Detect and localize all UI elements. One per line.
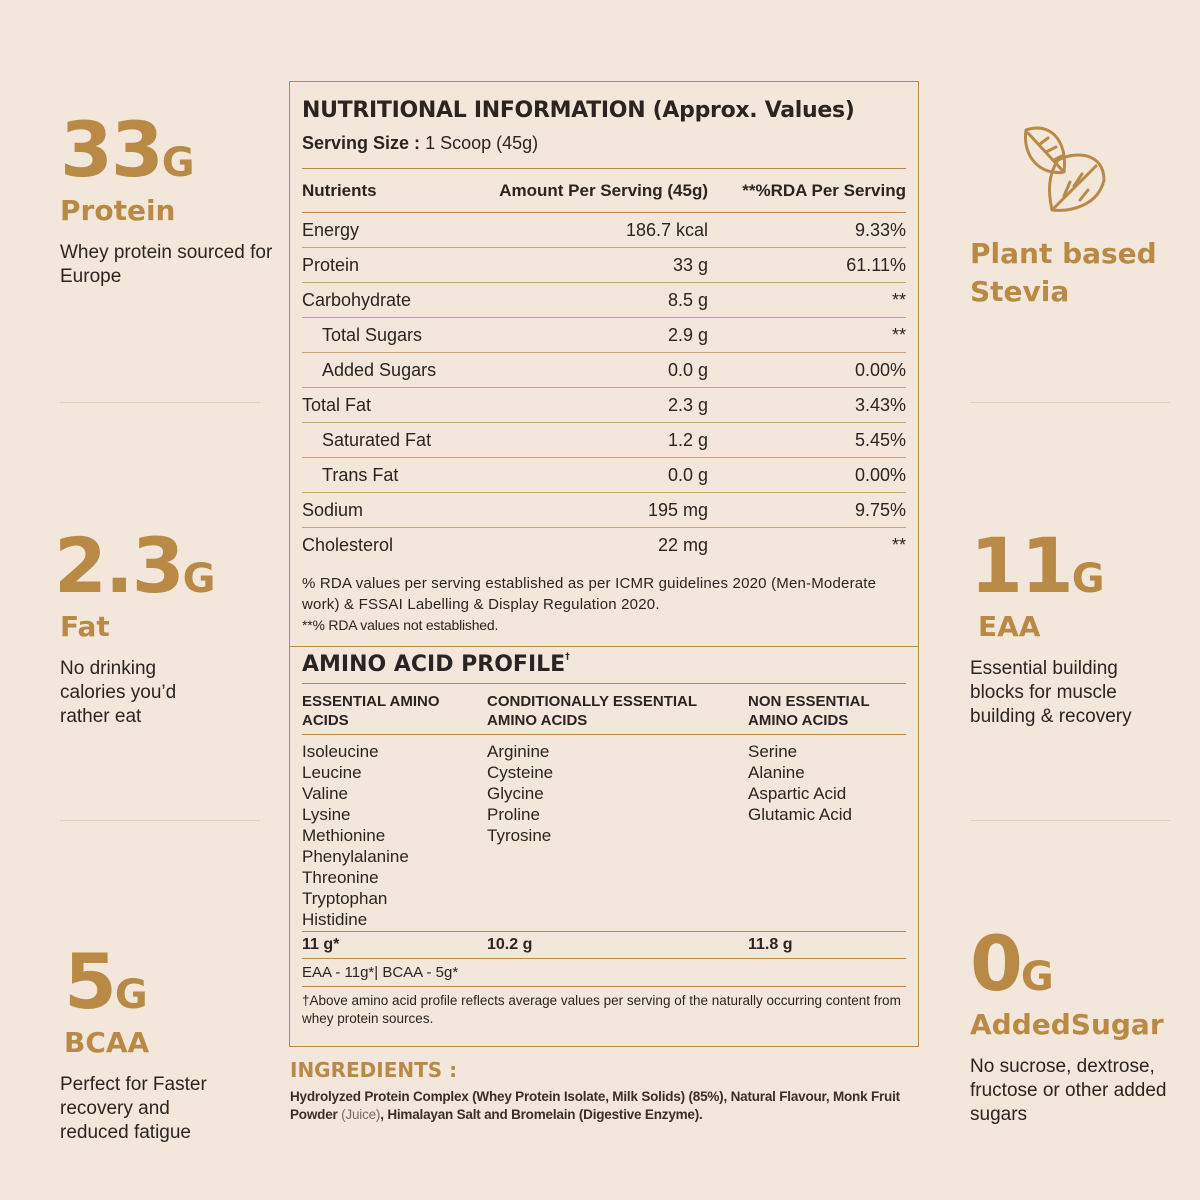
nutrient-name: Saturated Fat	[322, 429, 432, 450]
table-row	[302, 318, 906, 353]
divider	[60, 402, 260, 403]
list-item: Cysteine	[487, 763, 554, 782]
nutrient-name: Cholesterol	[302, 535, 394, 555]
list-item: Serine	[748, 742, 798, 761]
stat-description: No drinking calories you’d rather eat	[60, 658, 177, 727]
nutrient-rda: **	[891, 535, 906, 555]
ingredients-section	[290, 1058, 920, 1124]
stat-bcaa	[60, 937, 284, 1145]
stat-eaa	[970, 521, 1190, 729]
stat-label: EAA	[978, 610, 1041, 643]
list-item: Aspartic Acid	[748, 784, 847, 803]
stat-value: 2.3G	[54, 521, 216, 610]
stat-description: Whey protein sourced for Europe	[60, 242, 273, 287]
table-row	[302, 353, 906, 388]
list-item: Alanine	[748, 763, 805, 782]
rda-note: % RDA values per serving established as per ICMR guidelines 2020 (Men-Moderate work) & FSSAI Labelling & Display Regulation 2020.	[302, 575, 877, 613]
nutrition-header-row: Nutrients Amount Per Serving (45g) **%RDA Per Serving	[302, 169, 906, 213]
nutrient-name: Sodium	[302, 499, 364, 520]
nutrient-rda: 3.43%	[854, 394, 906, 415]
list-item: Tryptophan	[302, 889, 388, 908]
table-row	[302, 528, 906, 563]
nutrition-title: NUTRITIONAL INFORMATION (Approx. Values)	[302, 98, 855, 123]
rda-note-secondary: **% RDA values not established.	[302, 617, 499, 633]
nutrient-rda: 9.33%	[854, 219, 906, 240]
stat-value: 11G	[970, 521, 1105, 610]
table-row	[302, 423, 906, 458]
stat-label: AddedSugar	[970, 1008, 1164, 1041]
table-row	[302, 388, 906, 423]
list-item: Phenylalanine	[302, 847, 409, 866]
stat-label: Protein	[60, 194, 176, 227]
list-item: Glutamic Acid	[748, 805, 852, 824]
stat-value: 33G	[60, 105, 195, 194]
stat-stevia	[970, 120, 1190, 311]
nutrient-name: Trans Fat	[322, 464, 399, 485]
nutrient-name: Total Sugars	[322, 324, 423, 345]
stat-value: 0G	[970, 919, 1054, 1008]
stat-protein	[60, 105, 280, 289]
stat-added-sugar	[970, 919, 1190, 1127]
amino-acid-section	[302, 652, 906, 1028]
nutrient-name: Total Fat	[302, 394, 372, 415]
list-item: Glycine	[487, 784, 544, 803]
amino-header-row: ESSENTIAL AMINO ACIDS CONDITIONALLY ESSENTIAL AMINO ACIDS NON ESSENTIAL AMINO ACIDS	[302, 683, 906, 735]
divider	[290, 646, 918, 647]
nutrient-name: Added Sugars	[322, 359, 437, 380]
stat-label: Plant based Stevia	[970, 237, 1157, 308]
nutrition-panel	[289, 81, 919, 1047]
nutrient-rda: 0.00%	[854, 464, 906, 485]
list-item: Arginine	[487, 742, 550, 761]
nutrition-rows	[302, 213, 906, 563]
stat-label: BCAA	[64, 1026, 150, 1059]
nutrient-rda: 0.00%	[854, 359, 906, 380]
nutrient-name: Carbohydrate	[302, 289, 412, 310]
table-row	[302, 493, 906, 528]
nutrient-amount: 186.7 kcal	[625, 219, 708, 240]
table-row	[302, 283, 906, 318]
list-item: Leucine	[302, 763, 362, 782]
nutrient-amount: 22 mg	[657, 535, 708, 555]
ingredients-title: INGREDIENTS :	[290, 1058, 458, 1082]
list-item: Isoleucine	[302, 742, 379, 761]
list-item: Threonine	[302, 868, 379, 887]
eaa-bcaa-line: EAA - 11g*| BCAA - 5g*	[302, 959, 906, 987]
nutrient-rda: **	[891, 324, 906, 345]
nutrient-rda: 9.75%	[854, 499, 906, 520]
stat-fat	[54, 521, 274, 729]
table-row	[302, 458, 906, 493]
list-item: Proline	[487, 805, 540, 824]
amino-list	[302, 735, 906, 931]
stat-description: No sucrose, dextrose, fructose or other added sugars	[970, 1056, 1167, 1125]
nutrient-rda: 61.11%	[846, 254, 906, 275]
table-row	[302, 248, 906, 283]
nutrient-amount: 8.5 g	[667, 289, 708, 310]
ingredients-text: Hydrolyzed Protein Complex (Whey Protein Isolate, Milk Solids) (85%), Natural Flavour, Monk Fruit Powder (Juice), Himalayan Salt and Bromelain (Digestive Enzyme).	[290, 1089, 900, 1122]
amino-totals-row: 11 g* 10.2 g 11.8 g	[302, 931, 906, 959]
nutrient-amount: 195 mg	[647, 499, 708, 520]
amino-footnote: †Above amino acid profile reflects average values per serving of the naturally occurring content from whey protein sources.	[302, 993, 901, 1026]
list-item: Valine	[302, 784, 348, 803]
nutrient-rda: **	[891, 289, 906, 310]
nutrient-name: Protein	[302, 254, 360, 275]
nutrient-amount: 33 g	[672, 254, 708, 275]
stat-value: 5G	[64, 937, 148, 1026]
nutrient-amount: 2.9 g	[667, 324, 708, 345]
stat-label: Fat	[60, 610, 110, 643]
nutrient-amount: 0.0 g	[667, 359, 708, 380]
nutrient-amount: 2.3 g	[667, 394, 708, 415]
list-item: Tyrosine	[487, 826, 552, 845]
amino-title: AMINO ACID PROFILE†	[302, 652, 570, 677]
stat-description: Perfect for Faster recovery and reduced fatigue	[60, 1074, 207, 1143]
nutrient-name: Energy	[302, 219, 360, 240]
divider	[970, 820, 1170, 821]
divider	[970, 402, 1170, 403]
list-item: Lysine	[302, 805, 351, 824]
leaf-icon	[1018, 120, 1110, 216]
nutrient-amount: 1.2 g	[667, 429, 708, 450]
serving-size: Serving Size : 1 Scoop (45g)	[302, 133, 539, 153]
table-row	[302, 213, 906, 248]
list-item: Histidine	[302, 910, 368, 929]
nutrient-rda: 5.45%	[854, 429, 906, 450]
nutrient-amount: 0.0 g	[667, 464, 708, 485]
list-item: Methionine	[302, 826, 386, 845]
divider	[60, 820, 260, 821]
stat-description: Essential building blocks for muscle building & recovery	[970, 658, 1132, 727]
